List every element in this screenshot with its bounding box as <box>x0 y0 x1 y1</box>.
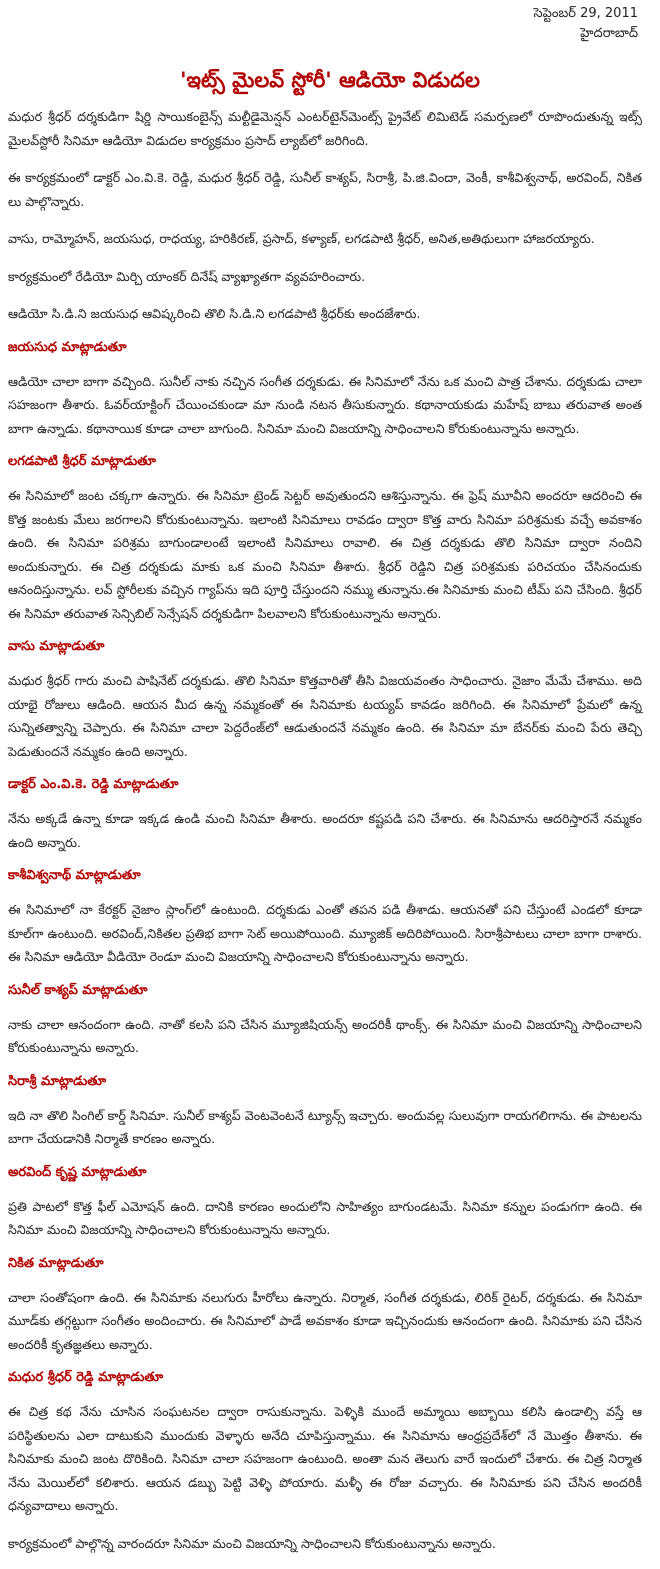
speaker-section-sirasri <box>8 1074 642 1151</box>
section-heading: అరవింద్ కృష్ణ మాట్లాడుతూ <box>8 1164 147 1180</box>
section-heading: వాసు మాట్లాడుతూ <box>8 639 105 654</box>
intro-paragraph: మధుర శ్రీధర్ దర్శకుడిగా షిర్డి సాయికంబైన్స్ మల్టీడైమెన్షన్ ఎంటర్‌టైన్‌మెంట్స్ ప్రైవేట్ లిమిటెడ్ సమర్పణలో రూపొందుతున్న ఇట్స్ మైలవ్‌స్టోరీ సినిమా ఆడియో విడుదల కార్యక్రమం ప్రసాద్ ల్యాబ్‌లో జరిగింది. <box>8 109 642 148</box>
intro-paragraph: ఆడియో సి.డి.ని జయసుధ ఆవిష్కరించి తొలి సి.డి.ని లగడపాటి శ్రీధర్‌కు అందజేశారు. <box>8 306 421 321</box>
speaker-section-sunil-kashyap <box>8 983 642 1060</box>
section-heading: మధుర శ్రీధర్ రెడ్డి మాట్లాడుతూ <box>8 1370 164 1385</box>
intro-paragraph: కార్యక్రమంలో రేడియో మిర్చి యాంకర్ దినేష్ వ్యాఖ్యాతగా వ్యవహరించారు. <box>8 268 366 284</box>
article-body <box>8 105 642 1569</box>
section-heading: డాక్టర్ ఎం.వి.కె. రెడ్డి మాట్లాడుతూ <box>8 777 179 792</box>
closing-paragraph: కార్యక్రమంలో పాల్గొన్న వారందరూ సినిమా మంచి విజయాన్ని సాధించాలని కోరుకుంటున్నాను అన్నారు. <box>8 1535 496 1551</box>
dateline <box>534 4 638 44</box>
section-paragraph: ప్రతి పాటలో కొత్త ఫీల్ ఎమోషన్ ఉంది. దానికి కారణం అందులోని సాహిత్యం బాగుండటమే. సినిమా కన్నుల పండుగగా ఉంది. ఈ సినిమా మంచి విజయాన్ని సాధించాలని కోరుకుంటున్నాను అన్నారు. <box>8 1198 642 1237</box>
section-heading: నికిత మాట్లాడుతూ <box>8 1255 104 1271</box>
speaker-section-aravind-krishna <box>8 1165 642 1242</box>
section-paragraph: ఈ చిత్ర కథ నేను చూసిన సంఘటనల ద్వారా రాసుకున్నాను. పెళ్ళికి ముందే అమ్మాయి అబ్బాయి కలిసి ఉండాల్సి వస్తే ఆ పరిస్థితులను ఎలా దాటుకుని ముందుకు వెళ్ళారు అనేది చూపిస్తున్నాము. ఈ సినిమాను ఆంధ్రప్రదేశ్‌లో నే మొత్తం తీశాను. ఈ సినిమాకు మంచి జంట దొరికింది. సినిమా చాలా సహజంగా ఉంటుంది. అంతా మన తెలుగు వారే ఇందులో చేశారు. ఈ చిత్ర నిర్మాత నేను మెయిల్‌లో కలిశారు. ఆయన డబ్బు పెట్టి వెళ్ళి పోయారు. మళ్ళీ ఈ రోజు వచ్చారు. ఈ సినిమాకు పని చేసిన అందరికీ ధన్యవాదాలు అన్నారు. <box>8 1404 642 1513</box>
section-heading: కాశీవిశ్వనాథ్ మాట్లాడుతూ <box>8 868 141 883</box>
section-paragraph: చాలా సంతోషంగా ఉంది. ఈ సినిమాకు నలుగురు హీరోలు ఉన్నారు. నిర్మాత, సంగీత దర్శకుడు, లిరిక్ రైటర్, దర్శకుడు. ఈ సినిమా మూడ్‌కు తగ్గట్టుగా సంగీతం అందించారు. ఈ సినిమాలో పాడే అవకాశం కూడా ఇచ్చినందుకు ఆనందంగా ఉంది. సినిమాకు పని చేసిన అందరికీ కృతజ్ఞతలు అన్నారు. <box>8 1289 642 1352</box>
intro-paragraph: ఈ కార్యక్రమంలో డాక్టర్ ఎం.వి.కె. రెడ్డి, మధుర శ్రీధర్ రెడ్డి, సునీల్ కాశ్యప్, సిరాశ్రీ, పి.జి.విందా, వెంకీ, కాశీవిశ్వనాథ్, అరవింద్, నికిత లు పాల్గొన్నారు. <box>8 170 642 209</box>
section-paragraph: నాకు చాలా ఆనందంగా ఉంది. నాతో కలసి పని చేసిన మ్యూజిషియన్స్ అందరికీ థాంక్స్. ఈ సినిమా మంచి విజయాన్ని సాధించాలని కోరుకుంటున్నాను అన్నారు. <box>8 1016 642 1055</box>
section-heading: సిరాశ్రీ మాట్లాడుతూ <box>8 1073 107 1089</box>
speaker-section-jayasudha <box>8 340 642 441</box>
speaker-section-madhura-sridhar <box>8 1370 642 1555</box>
speaker-section-nikita <box>8 1256 642 1357</box>
section-heading: సునీల్ కాశ్యప్ మాట్లాడుతూ <box>8 982 148 998</box>
intro-paragraph: వాసు, రామ్మోహన్, జయసుధ, రాధయ్య, హరికిరణ్, ప్రసాద్, కళ్యాణ్, లగడపాటి శ్రీధర్, అనిత,అతిథులుగా హాజరయ్యారు. <box>8 231 595 246</box>
article-location: హైదరాబాద్ <box>580 26 638 41</box>
section-paragraph: ఆడియో చాలా బాగా వచ్చింది. సునీల్ నాకు నచ్చిన సంగీత దర్శకుడు. ఈ సినిమాలో నేను ఒక మంచి పాత్ర చేశాను. దర్శకుడు చాలా సహజంగా తీశారు. ఓవర్‌యాక్టింగ్ చేయించకుండా మా నుండి నటన తీసుకున్నారు. కథానాయకుడు మహేష్ బాబు తరువాత అంత బాగా ఉన్నాడు. కథానాయిక కూడా చాలా బాగుంది. సినిమా మంచి విజయాన్ని సాధించాలని కోరుకుంటున్నాను అన్నారు. <box>8 373 642 436</box>
section-paragraph: నేను అక్కడే ఉన్నా కూడా ఇక్కడ ఉండి మంచి సినిమా తీశారు. అందరూ కష్టపడి పని చేశారు. ఈ సినిమాను ఆదరిస్తారనే నమ్మకం ఉంది అన్నారు. <box>8 811 642 850</box>
speaker-section-vasu <box>8 639 642 763</box>
section-paragraph: ఇది నా తొలి సింగిల్ కార్డ్ సినిమా. సునీల్ కాశ్యప్ వెంటవెంటనే ట్యూన్స్ ఇచ్చారు. అందువల్ల సులువుగా రాయగలిగాను. ఈ పాటలను బాగా చేయడానికి నిర్మాతే కారణం అన్నారు. <box>8 1107 642 1146</box>
article-date: సెప్టెంబర్ 29, 2011 <box>533 6 638 21</box>
speaker-section-mvk-reddy <box>8 777 642 854</box>
article-title: 'ఇట్స్ మైలవ్ స్టోరీ' ఆడియో విడుదల <box>180 68 480 92</box>
section-paragraph: మధుర శ్రీధర్ గారు మంచి పాషినేట్ దర్శకుడు. తొలి సినిమా కొత్తవారితో తీసి విజయవంతం సాధించారు. నైజాం మేమే చేశాము. అది యాభై రోజులు ఆడింది. ఆయన మీద ఉన్న నమ్మకంతో ఈ సినిమాకు టయ్యప్ కావడం జరిగింది. ఈ సినిమాలో ప్రేమలో ఉన్న సున్నితత్వాన్ని చెప్పారు. ఈ సినిమా చాలా పెద్దరేంజ్‌లో ఆడుతుందనే నమ్మకం ఉంది. ఈ సినిమా మా బేనర్‌కు మంచి పేరు తెచ్చి పెడుతుందనే నమ్మకం ఉంది అన్నారు. <box>8 673 642 759</box>
speaker-section-kasiviswanath <box>8 868 642 969</box>
section-paragraph: ఈ సినిమాలో నా కేరక్టర్ నైజాం స్లాంగ్‌లో ఉంటుంది. దర్శకుడు ఎంతో తపన పడి తీశాడు. ఆయనతో పని చేస్తుంటే ఎండలో కూడా కూల్‌గా ఉంటుంది. అరవింద్,నికితల ప్రతిభ బాగా సెట్ అయిపోయింది. మ్యూజిక్ అదిరిపోయింది. సిరాశ్రీపాటలు చాలా బాగా రాశారు. ఈ సినిమా ఆడియో వీడియో రెండూ మంచి విజయాన్ని సాధించాలని కోరుకుంటున్నాను అన్నారు. <box>8 902 642 964</box>
section-heading: లగడపాటి శ్రీధర్ మాట్లాడుతూ <box>8 454 156 469</box>
intro-section <box>8 105 642 326</box>
section-paragraph: ఈ సినిమాలో జంట చక్కగా ఉన్నారు. ఈ సినిమా ట్రెండ్ సెట్టర్ అవుతుందని ఆశిస్తున్నాను. ఈ ఫ్రెష్ మూవీని అందరూ ఆదరించి ఈ కొత్త జంటకు మేలు జరగాలని కోరుకుంటున్నాను. ఇలాంటి సినిమాలు రావడం ద్వారా కొత్త వారు సినిమా పరిశ్రమకు వచ్చే అవకాశం ఉంది. ఈ సినిమా పరిశ్రమ బాగుండాలంటే ఇలాంటి సినిమాలు రావాలి. ఈ చిత్ర దర్శకుడు తొలి సినిమా ద్వారా నందిని అందుకున్నారు. ఈ చిత్ర దర్శకుడు మాకు ఒక మంచి సినిమా తీశారు. శ్రీధర్ రెడ్డిని చిత్ర పరిశ్రమకు పరిచయం చేసినందుకు ఆనందిస్తున్నాను. లవ్ స్టోరీలకు వచ్చిన గ్యాప్‌ను ఇది పూర్తి చేస్తుందని నమ్ము తున్నాను.ఈ సినిమాకు మంచి టీమ్ పని చేసింది. శ్రీధర్ ఈ సినిమా తరువాత సెన్సిబిల్ సెన్సేషన్ దర్శకుడిగా పిలవాలని కోరుకుంటున్నాను అన్నారు. <box>8 488 642 621</box>
section-heading: జయసుధ మాట్లాడుతూ <box>8 339 127 355</box>
speaker-section-lagadapati <box>8 454 642 625</box>
